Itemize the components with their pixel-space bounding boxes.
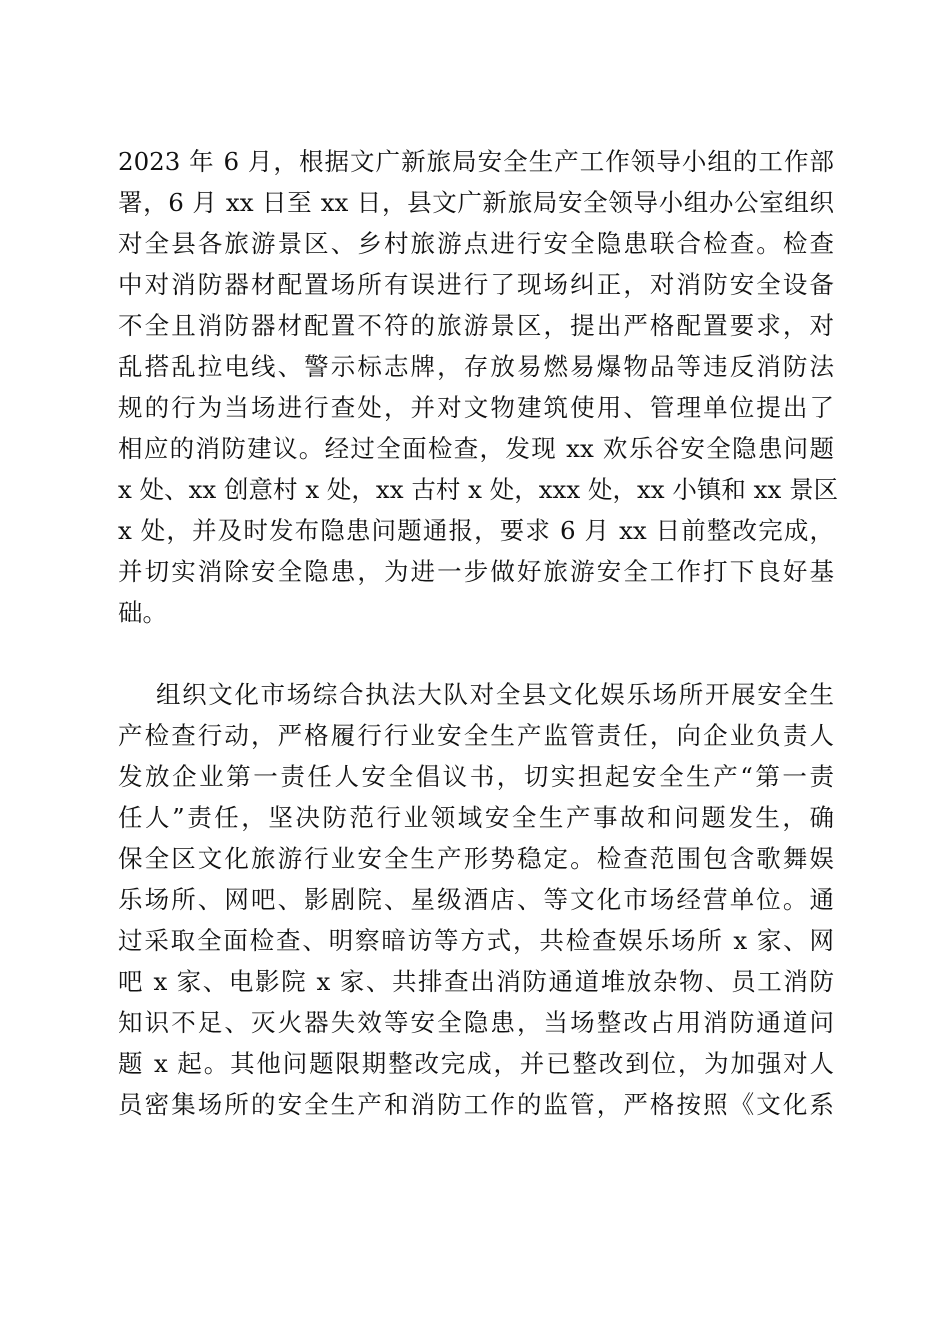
paragraph-1-line-12: 础。: [118, 598, 167, 627]
paragraph-1-line-10: x 处，并及时发布隐患问题通报，要求 6 月 xx 日前整改完成，: [118, 516, 834, 545]
paragraph-1-line-1: 2023 年 6 月，根据文广新旅局安全生产工作领导小组的工作部: [118, 147, 834, 176]
paragraph-2-line-1: 组织文化市场综合执法大队对全县文化娱乐场所开展安全生: [156, 680, 834, 709]
paragraph-2-line-7: 过采取全面检查、明察暗访等方式，共检查娱乐场所 x 家、网: [118, 926, 834, 955]
paragraph-2-line-5: 保全区文化旅游行业安全生产形势稳定。检查范围包含歌舞娱: [118, 844, 834, 873]
paragraph-2-line-11: 员密集场所的安全生产和消防工作的监管，严格按照《文化系: [118, 1090, 834, 1119]
paragraph-1-line-11: 并切实消除安全隐患，为进一步做好旅游安全工作打下良好基: [118, 557, 834, 586]
paragraph-2-line-8: 吧 x 家、电影院 x 家、共排查出消防通道堆放杂物、员工消防: [118, 967, 834, 996]
paragraph-1-line-8: 相应的消防建议。经过全面检查，发现 xx 欢乐谷安全隐患问题: [118, 434, 834, 463]
paragraph-2-line-9: 知识不足、灭火器失效等安全隐患，当场整改占用消防通道问: [118, 1008, 834, 1037]
paragraph-1-line-7: 规的行为当场进行查处，并对文物建筑使用、管理单位提出了: [118, 393, 834, 422]
paragraph-2-line-4: 任人”责任，坚决防范行业领域安全生产事故和问题发生，确: [118, 803, 834, 832]
paragraph-1-line-2: 署，6 月 xx 日至 xx 日，县文广新旅局安全领导小组办公室组织: [118, 188, 834, 217]
paragraph-1-line-9: x 处、xx 创意村 x 处，xx 古村 x 处，xxx 处，xx 小镇和 xx 景区: [118, 475, 839, 504]
paragraph-2-line-6: 乐场所、网吧、影剧院、星级酒店、等文化市场经营单位。通: [118, 885, 834, 914]
paragraph-2-line-10: 题 x 起。其他问题限期整改完成，并已整改到位，为加强对人: [118, 1049, 834, 1078]
paragraph-1-line-5: 不全且消防器材配置不符的旅游景区，提出严格配置要求，对: [118, 311, 834, 340]
paragraph-1-line-6: 乱搭乱拉电线、警示标志牌，存放易燃易爆物品等违反消防法: [118, 352, 834, 381]
paragraph-2-line-2: 产检查行动，严格履行行业安全生产监管责任，向企业负责人: [118, 721, 834, 750]
paragraph-1-line-4: 中对消防器材配置场所有误进行了现场纠正，对消防安全设备: [118, 270, 834, 299]
paragraph-2-line-3: 发放企业第一责任人安全倡议书，切实担起安全生产“第一责: [118, 762, 834, 791]
paragraph-1-line-3: 对全县各旅游景区、乡村旅游点进行安全隐患联合检查。检查: [118, 229, 834, 258]
